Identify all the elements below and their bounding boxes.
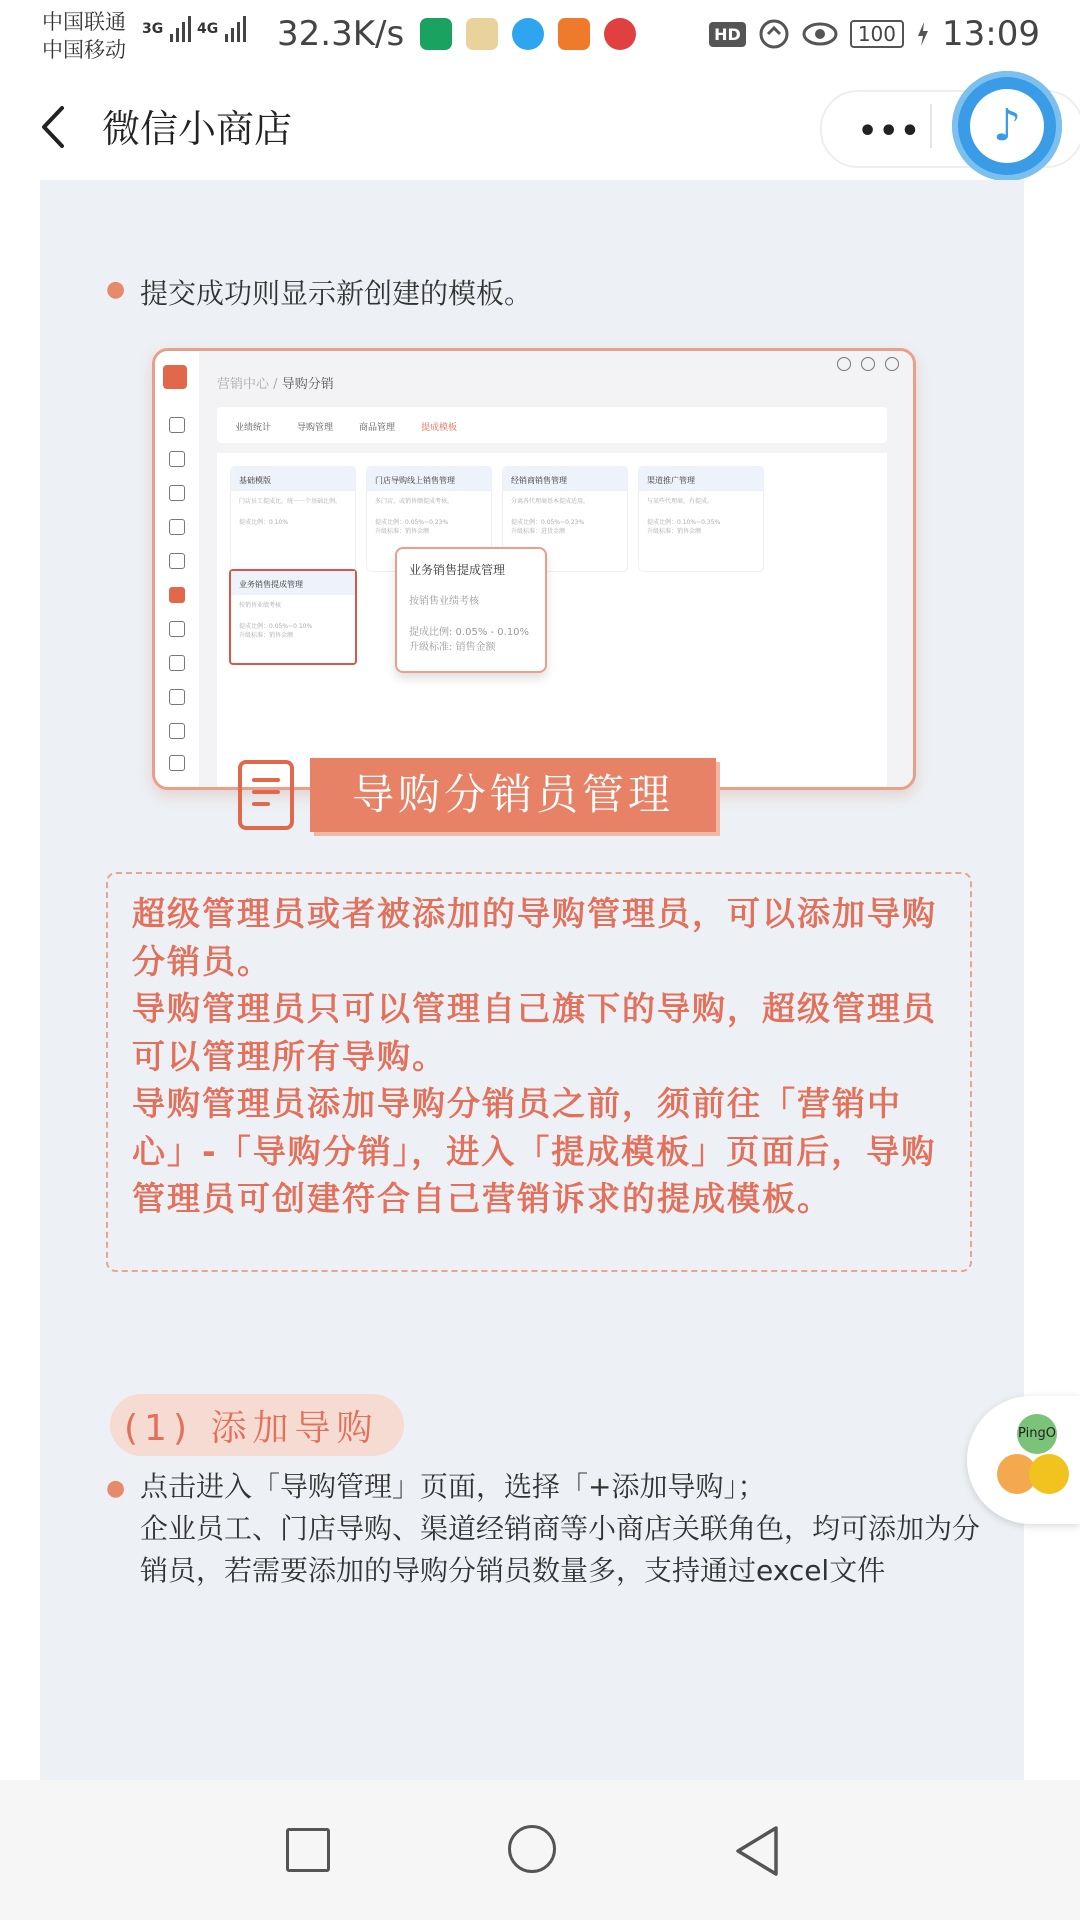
bullet-dot: ●: [106, 277, 126, 302]
mock-callout-card: [395, 547, 547, 673]
app-notification-icon: [558, 18, 590, 50]
mock-card-stat: 提成比例：0.05%~0.23% 升级标准：销售金额: [375, 519, 449, 535]
system-status: [709, 14, 1040, 54]
hd-badge: HD: [709, 22, 746, 47]
bullet-dot: ●: [106, 1476, 126, 1501]
net-type-2: 4G: [196, 21, 219, 37]
app-notification-icon: [466, 18, 498, 50]
mock-nav-icon: [169, 519, 185, 535]
document-line: [252, 778, 280, 782]
mock-card-desc: 多门店，或销售额提成考核。: [375, 498, 454, 505]
app-header: [0, 76, 1080, 180]
document-icon: [238, 760, 294, 830]
mock-breadcrumb-parent: 营销中心: [217, 377, 270, 392]
document-line: [252, 802, 270, 806]
paragraph-submit-success: 提交成功则显示新创建的模板。: [140, 277, 533, 310]
mock-nav-icon: [169, 621, 185, 637]
mock-nav-icon: [169, 655, 185, 671]
mock-card-stat: 提成比例：0.05%~0.23% 升级标准：进货金额: [511, 519, 585, 535]
mock-tabs: [217, 407, 887, 443]
mock-card-desc: 按销售业绩考核: [239, 602, 282, 609]
nav-back-icon[interactable]: [732, 1824, 782, 1878]
notification-icons: [420, 18, 636, 50]
mock-card-title: 渠道推广管理: [639, 467, 763, 491]
mock-tab: 商品管理: [359, 423, 396, 433]
back-icon[interactable]: [36, 102, 76, 152]
signal-icon: [223, 14, 253, 44]
mock-card-title: 业务销售提成管理: [231, 571, 355, 595]
mock-nav-icon: [169, 755, 185, 771]
capsule-divider: [930, 104, 932, 148]
mock-callout-desc: 按销售业绩考核: [409, 596, 479, 607]
mock-callout-rate: 提成比例: 0.05% - 0.10%: [409, 627, 530, 638]
mock-chat-icon: [861, 357, 875, 371]
battery-indicator: 100: [850, 20, 904, 48]
mock-card-title: 经销商销售管理: [503, 467, 627, 491]
mock-tab: 业绩统计: [235, 423, 272, 433]
mock-card: [231, 467, 355, 571]
net-type-1: 3G: [142, 21, 164, 37]
article-body: [40, 180, 1024, 1780]
mock-card-desc: 门店员工提成比，统一一个基础比例。: [239, 498, 342, 505]
page-title: 微信小商店: [102, 107, 293, 151]
carrier-1: 中国联通: [42, 10, 126, 34]
mock-breadcrumb-sep: /: [273, 377, 278, 392]
document-line: [252, 790, 280, 794]
nav-circle-icon[interactable]: [508, 1825, 556, 1873]
music-icon: ♪: [970, 89, 1044, 163]
mock-card-selected: [229, 569, 357, 665]
status-bar: [0, 0, 1080, 76]
mock-breadcrumb: [217, 373, 334, 392]
mock-nav-icon-active: [169, 587, 185, 603]
mock-card: [639, 467, 763, 571]
mock-breadcrumb-current: 导购分销: [281, 377, 334, 392]
nav-square-icon[interactable]: [286, 1828, 330, 1872]
mock-help-icon: [885, 357, 899, 371]
subheading: (1) 添加导购: [124, 1408, 379, 1449]
mock-card-stat: 提成比例：0.10%: [239, 519, 289, 526]
mock-nav-icon: [169, 723, 185, 739]
more-icon[interactable]: •••: [858, 114, 922, 149]
widget-logo-icon: PingO: [1017, 1414, 1057, 1454]
mock-nav-icon: [169, 689, 185, 705]
notice-text: 超级管理员或者被添加的导购管理员，可以添加导购分销员。 导购管理员只可以管理自己旗下的导购，超级管理员可以管理所有导购。 导购管理员添加导购分销员之前，须前往「营销中心」-「导购分销」，进入「提成模板」页面后，导购管理员可创建符合自己营销诉求的提成模板。: [132, 894, 937, 1218]
mock-callout-standard: 升级标准: 销售金额: [409, 642, 496, 653]
mock-sidebar: [155, 351, 200, 787]
mock-top-icons: [837, 357, 899, 371]
carrier-2: 中国移动: [42, 38, 126, 62]
mock-card-desc: 与某些代理商，有提成。: [647, 498, 714, 505]
mock-template-panel: [217, 453, 887, 787]
mock-tab-active: 提成模板: [421, 423, 458, 433]
app-notification-icon: [604, 18, 636, 50]
mock-bell-icon: [837, 357, 851, 371]
app-notification-icon: [512, 18, 544, 50]
mock-card-title: 门店导购线上销售管理: [367, 467, 491, 491]
widget-yellow-icon: [1029, 1454, 1069, 1494]
eye-comfort-icon: [802, 20, 838, 48]
network-speed: 32.3K/s: [277, 14, 405, 54]
signal-indicators: [142, 14, 253, 44]
mock-nav-icon: [169, 485, 185, 501]
clock: 13:09: [942, 14, 1040, 54]
charging-icon: [916, 20, 930, 48]
mock-nav-icon: [169, 417, 185, 433]
music-button[interactable]: [952, 71, 1062, 181]
mock-card-title: 基础模版: [231, 467, 355, 491]
paragraph-add-guide: 点击进入「导购管理」页面，选择「+添加导购」； 企业员工、门店导购、渠道经销商等小商店关联角色，均可添加为分销员，若需要添加的导购分销员数量多，支持通过excel文件: [140, 1470, 981, 1587]
mock-nav-icon: [169, 451, 185, 467]
mock-nav-icon: [169, 553, 185, 569]
data-saver-icon: [758, 18, 790, 50]
embedded-screenshot: [152, 348, 916, 790]
mock-card-desc: 分离各代理商基本提成适用。: [511, 498, 590, 505]
mock-callout-title: 业务销售提成管理: [409, 563, 506, 577]
mock-card-stat: 提成比例：0.05%~0.10% 升级标准：销售金额: [239, 623, 313, 639]
mock-card-stat: 提成比例：0.10%~0.35% 升级标准：销售金额: [647, 519, 721, 535]
carrier-labels: [42, 8, 126, 64]
mock-tab: 导购管理: [297, 423, 334, 433]
signal-icon: [168, 14, 192, 44]
section-title: 导购分销员管理: [310, 758, 716, 832]
app-notification-icon: [420, 18, 452, 50]
mock-logo-icon: [163, 365, 187, 389]
